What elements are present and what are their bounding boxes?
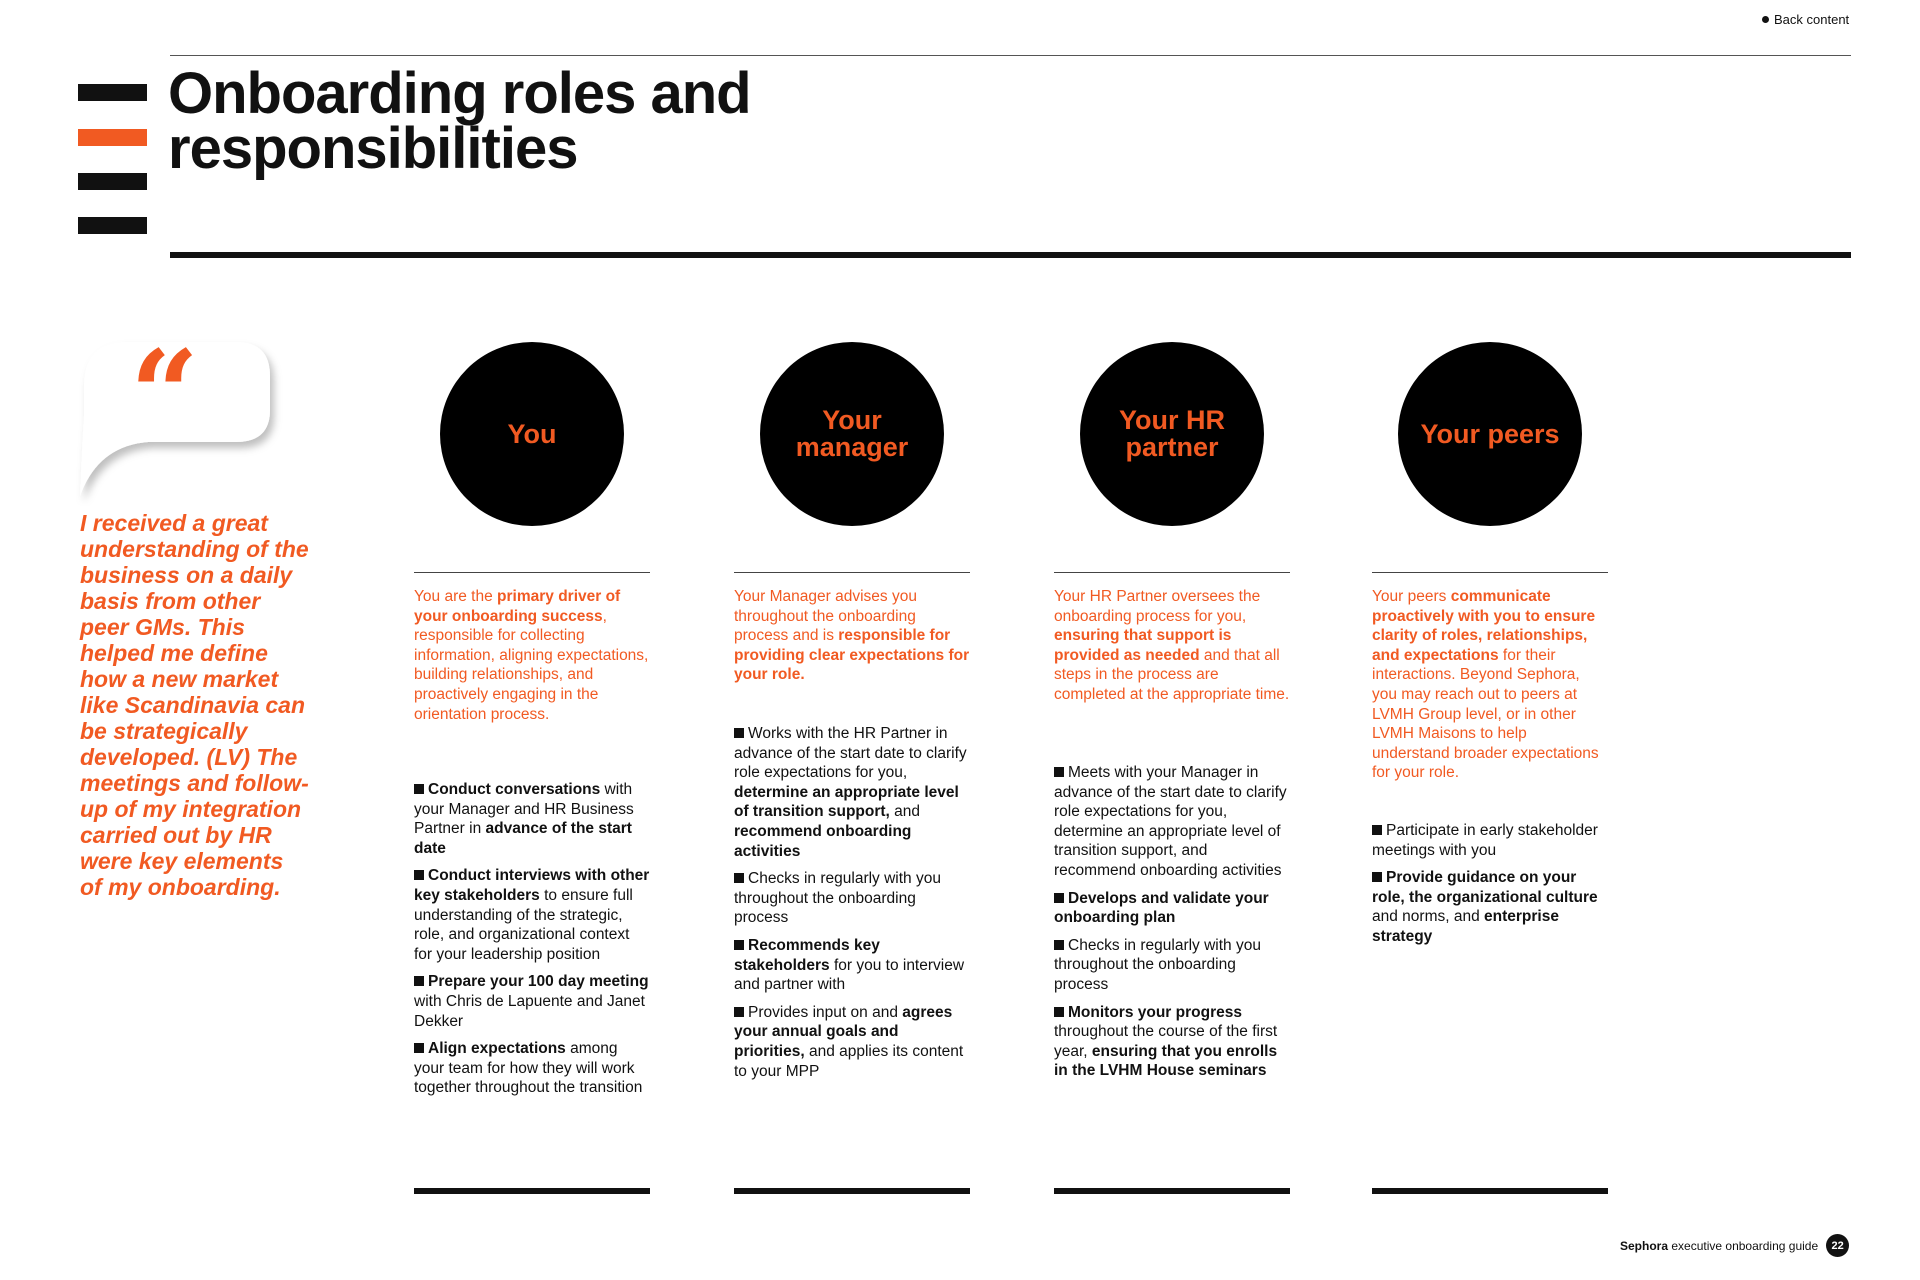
emphasis-text: enterprise strategy bbox=[1372, 908, 1559, 945]
column-divider bbox=[1372, 572, 1608, 573]
body-text: Your peers bbox=[1372, 588, 1451, 605]
responsibility-item bbox=[414, 866, 650, 964]
speech-bubble bbox=[76, 336, 286, 511]
responsibility-item bbox=[414, 972, 650, 1031]
responsibility-item bbox=[734, 936, 970, 995]
body-text: You are the bbox=[414, 588, 498, 605]
emphasis-text: Prepare your 100 day meeting bbox=[428, 973, 649, 991]
column-divider bbox=[414, 572, 650, 573]
svg-text:“: “ bbox=[130, 336, 200, 465]
footer-guide: executive onboarding guide bbox=[1671, 1238, 1819, 1253]
back-content-link[interactable] bbox=[1762, 12, 1849, 27]
title-divider bbox=[170, 252, 1851, 258]
body-text: Works with the HR Partner in advance of the start date to clarify role expectations for you, bbox=[734, 725, 967, 782]
emphasis-text: Develops and validate your onboarding plan bbox=[1054, 889, 1269, 927]
body-text: and norms, and bbox=[1372, 908, 1485, 926]
square-bullet-icon bbox=[734, 728, 744, 738]
role-title: You bbox=[507, 418, 557, 449]
page-footer bbox=[1620, 1234, 1849, 1257]
page-title: Onboarding roles and responsibilities bbox=[168, 61, 751, 181]
square-bullet-icon bbox=[1054, 767, 1064, 777]
back-content-label: Back content bbox=[1774, 12, 1850, 27]
square-bullet-icon bbox=[414, 1043, 424, 1053]
body-text: among your team for how they will work together throughout the transition bbox=[414, 1040, 643, 1097]
body-text: Your Manager advises you throughout the onboarding process and is bbox=[734, 588, 917, 645]
role-circle bbox=[760, 342, 944, 526]
responsibility-list bbox=[1372, 821, 1608, 955]
body-text: Meets with your Manager in advance of the start date to clarify role expectations for you, determine an appropriate level of transition support, and recommend onboarding activities bbox=[1054, 764, 1287, 879]
body-text: , responsible for collecting information, aligning expectations, building relationships, and proactively engaging in the orientation process. bbox=[414, 607, 649, 723]
role-column-hr-partner bbox=[1054, 342, 1290, 1080]
responsibility-item bbox=[414, 1039, 650, 1098]
testimonial-quote: I received a great understanding of the business on a daily basis from other peer GMs. This helped me define how a new market like Scandinavia can be strategically developed. (LV) The meetings and follow-up of my integration carried out by HR were key elements of my onboarding. bbox=[80, 510, 309, 900]
top-divider bbox=[170, 55, 1851, 56]
responsibility-item bbox=[414, 780, 650, 858]
emphasis-text: Monitors your progress bbox=[1068, 1003, 1242, 1021]
square-bullet-icon bbox=[734, 1007, 744, 1017]
role-title: Your peers bbox=[1420, 418, 1560, 449]
column-bottom-rule bbox=[414, 1188, 650, 1194]
body-text: Checks in regularly with you throughout the onboarding process bbox=[1054, 936, 1261, 993]
body-text: with Chris de Lapuente and Janet Dekker bbox=[414, 992, 645, 1030]
responsibility-list bbox=[734, 724, 970, 1089]
role-column-manager bbox=[734, 342, 970, 1080]
body-text: to ensure full understanding of the strategic, role, and organizational context for your leadership position bbox=[414, 886, 633, 963]
column-divider bbox=[1054, 572, 1290, 573]
role-intro bbox=[734, 587, 970, 685]
role-intro bbox=[414, 587, 650, 724]
square-bullet-icon bbox=[734, 873, 744, 883]
emphasis-text: agrees your annual goals and priorities, bbox=[734, 1003, 953, 1060]
body-text: Participate in early stakeholder meetings with you bbox=[1372, 822, 1598, 859]
responsibility-item bbox=[1372, 868, 1608, 946]
role-title: Your manager bbox=[795, 405, 909, 462]
role-circle bbox=[1398, 342, 1582, 526]
role-column-you bbox=[414, 342, 650, 1097]
emphasis-text: responsible for providing clear expectations for your role. bbox=[734, 627, 970, 684]
emphasis-text: ensuring that you enrolls in the LVHM House seminars bbox=[1054, 1042, 1278, 1080]
role-intro bbox=[1372, 587, 1608, 783]
column-bottom-rule bbox=[734, 1188, 970, 1194]
square-bullet-icon bbox=[414, 784, 424, 794]
body-text: for their interactions. Beyond Sephora, you may reach out to peers at LVMH Group level, or in other LVMH Maisons to help understand broader expectations for your role. bbox=[1372, 646, 1599, 782]
footer-text bbox=[1620, 1239, 1818, 1253]
responsibility-item bbox=[1372, 821, 1608, 860]
page-number: 22 bbox=[1826, 1234, 1849, 1257]
responsibility-item bbox=[734, 1003, 970, 1081]
body-text: and applies its content to your MPP bbox=[734, 1042, 964, 1080]
emphasis-text: Conduct interviews with other key stakeholders bbox=[414, 867, 650, 904]
emphasis-text: primary driver of your onboarding success bbox=[414, 588, 621, 625]
square-bullet-icon bbox=[414, 870, 424, 880]
emphasis-text: Conduct conversations bbox=[428, 781, 601, 798]
square-bullet-icon bbox=[734, 940, 744, 950]
square-bullet-icon bbox=[414, 976, 424, 986]
body-text: for you to interview and partner with bbox=[734, 956, 965, 994]
emphasis-text: advance of the start date bbox=[414, 820, 632, 857]
quotation-mark-icon bbox=[76, 336, 286, 506]
responsibility-item bbox=[1054, 763, 1290, 881]
square-bullet-icon bbox=[1054, 940, 1064, 950]
responsibility-list bbox=[414, 780, 650, 1106]
responsibility-item bbox=[1054, 936, 1290, 995]
emphasis-text: determine an appropriate level of transition support, bbox=[734, 783, 959, 821]
column-bottom-rule bbox=[1054, 1188, 1290, 1194]
body-text: Checks in regularly with you throughout the onboarding process bbox=[734, 870, 941, 927]
footer-brand: Sephora bbox=[1620, 1238, 1669, 1253]
square-bullet-icon bbox=[1372, 825, 1382, 835]
body-text: and that all steps in the process are completed at the appropriate time. bbox=[1054, 646, 1290, 703]
column-bottom-rule bbox=[1372, 1188, 1608, 1194]
emphasis-text: recommend onboarding activities bbox=[734, 822, 912, 860]
responsibility-list bbox=[1054, 763, 1290, 1089]
bullet-dot-icon bbox=[1762, 16, 1769, 23]
emphasis-text: communicate proactively with you to ensure clarity of roles, relationships, and expectations bbox=[1372, 588, 1596, 664]
body-text: with your Manager and HR Business Partner in bbox=[414, 781, 634, 838]
square-bullet-icon bbox=[1372, 872, 1382, 882]
role-circle bbox=[440, 342, 624, 526]
responsibility-item bbox=[734, 869, 970, 928]
body-text: Your HR Partner oversees the onboarding process for you, bbox=[1054, 588, 1261, 625]
responsibility-item bbox=[734, 724, 970, 861]
responsibility-item bbox=[1054, 1003, 1290, 1081]
role-circle bbox=[1080, 342, 1264, 526]
emphasis-text: Recommends key stakeholders bbox=[734, 936, 880, 974]
emphasis-text: Provide guidance on your role, the organizational culture bbox=[1372, 869, 1598, 906]
column-divider bbox=[734, 572, 970, 573]
role-title: Your HR partner bbox=[1119, 405, 1225, 462]
role-column-peers bbox=[1372, 342, 1608, 945]
square-bullet-icon bbox=[1054, 893, 1064, 903]
responsibility-item bbox=[1054, 889, 1290, 928]
emphasis-text: ensuring that support is provided as needed bbox=[1054, 627, 1232, 664]
square-bullet-icon bbox=[1054, 1007, 1064, 1017]
body-text: Provides input on and bbox=[748, 1003, 903, 1021]
emphasis-text: Align expectations bbox=[428, 1040, 566, 1058]
body-text: and bbox=[889, 803, 921, 821]
body-text: throughout the course of the first year, bbox=[1054, 1023, 1278, 1060]
role-intro bbox=[1054, 587, 1290, 705]
